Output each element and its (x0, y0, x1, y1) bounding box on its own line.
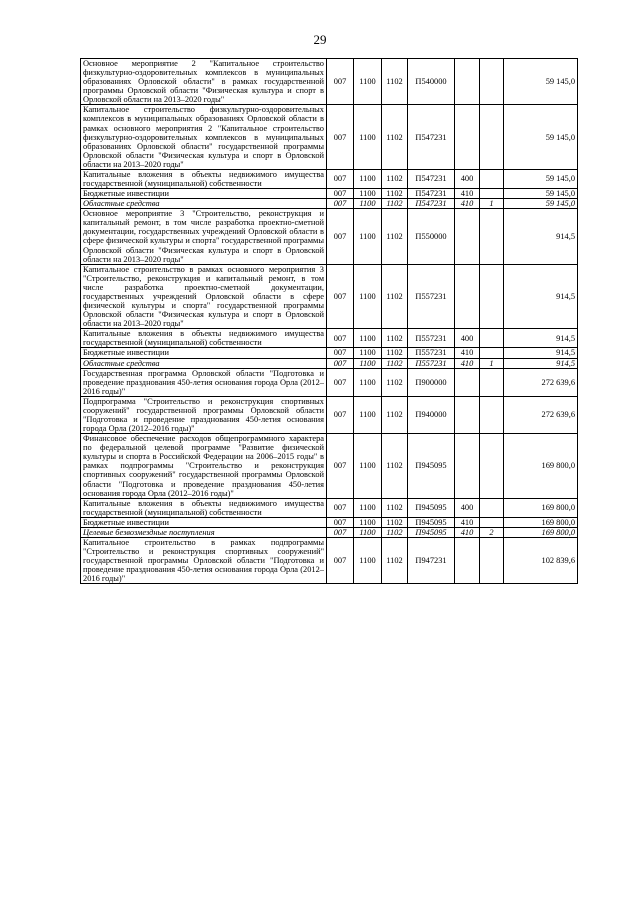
row-amount: 914,5 (504, 209, 578, 264)
row-source-code (480, 189, 504, 199)
row-code-pr: 1102 (382, 199, 408, 209)
row-source-code (480, 169, 504, 188)
row-name-cell: Финансовое обеспечение расходов общепрограммного характера по федеральной целевой программе "Развитие физической культуры и спорта в Российской Федерации на 2006–2015 годы" в рамках подпрограммы "Строительство и реконструкция спортивных сооружений" государственной программы Орловской области "Подготовка и проведение празднования 450-летия основания города Орла (2012–2016 годы)" (81, 434, 327, 499)
row-code-pr: 1102 (382, 209, 408, 264)
row-amount: 102 839,6 (504, 537, 578, 583)
row-code-gr: 007 (327, 498, 354, 517)
table-row (81, 209, 578, 264)
row-source-code: 1 (480, 358, 504, 368)
row-source-code (480, 368, 504, 396)
row-name-cell: Подпрограмма "Строительство и реконструкция спортивных сооружений" государственной программы Орловской области "Подготовка и проведение празднования 450-летия основания города Орла (2012–2016 годы)" (81, 396, 327, 433)
row-code-vr (455, 434, 480, 499)
row-code-csr: П547231 (408, 169, 455, 188)
row-code-rz: 1100 (354, 517, 382, 527)
row-code-vr (455, 264, 480, 329)
row-code-csr: П940000 (408, 396, 455, 433)
row-code-rz: 1100 (354, 105, 382, 170)
table-row (81, 537, 578, 583)
row-code-vr: 400 (455, 498, 480, 517)
row-name-cell: Капитальные вложения в объекты недвижимого имущества государственной (муниципальной) собственности (81, 169, 327, 188)
row-amount: 914,5 (504, 329, 578, 348)
row-name-cell: Бюджетные инвестиции (81, 348, 327, 358)
row-code-gr: 007 (327, 264, 354, 329)
row-code-pr: 1102 (382, 517, 408, 527)
row-code-pr: 1102 (382, 189, 408, 199)
row-code-gr: 007 (327, 434, 354, 499)
row-source-code (480, 396, 504, 433)
row-code-vr (455, 537, 480, 583)
row-source-code (480, 517, 504, 527)
row-code-gr: 007 (327, 368, 354, 396)
row-name-cell: Капитальные вложения в объекты недвижимого имущества государственной (муниципальной) собственности (81, 498, 327, 517)
row-code-pr: 1102 (382, 59, 408, 105)
row-amount: 169 800,0 (504, 434, 578, 499)
row-source-code (480, 105, 504, 170)
row-amount: 59 145,0 (504, 189, 578, 199)
row-code-rz: 1100 (354, 358, 382, 368)
row-code-gr: 007 (327, 517, 354, 527)
row-code-pr: 1102 (382, 498, 408, 517)
row-code-rz: 1100 (354, 209, 382, 264)
row-code-gr: 007 (327, 396, 354, 433)
row-amount: 59 145,0 (504, 199, 578, 209)
row-code-pr: 1102 (382, 105, 408, 170)
table-row (81, 189, 578, 199)
table-row (81, 396, 578, 433)
row-code-csr: П557231 (408, 358, 455, 368)
row-amount: 272 639,6 (504, 368, 578, 396)
row-amount: 169 800,0 (504, 498, 578, 517)
row-code-pr: 1102 (382, 348, 408, 358)
row-source-code: 1 (480, 199, 504, 209)
row-name-cell: Основное мероприятие 2 "Капитальное строительство физкультурно-оздоровительных комплексов в муниципальных образованиях Орловской области" в рамках государственной программы Орловской области "Физическая культура и спорт в Орловской области на 2013–2020 годы" (81, 59, 327, 105)
row-code-rz: 1100 (354, 396, 382, 433)
budget-table (80, 58, 578, 584)
row-code-gr: 007 (327, 59, 354, 105)
row-code-gr: 007 (327, 537, 354, 583)
row-name-cell: Капитальное строительство физкультурно-оздоровительных комплексов в муниципальных образованиях Орловской области в рамках основного мероприятия 2 "Капитальное строительство физкультурно-оздоровительных комплексов в муниципальных образованиях Орловской области" государственной программы Орловской области "Физическая культура и спорт в Орловской области на 2013–2020 годы" (81, 105, 327, 170)
row-code-csr: П945095 (408, 498, 455, 517)
row-code-gr: 007 (327, 348, 354, 358)
row-code-rz: 1100 (354, 189, 382, 199)
row-name-cell: Областные средства (81, 199, 327, 209)
row-amount: 914,5 (504, 264, 578, 329)
row-code-csr: П900000 (408, 368, 455, 396)
table-row (81, 498, 578, 517)
row-code-csr: П540000 (408, 59, 455, 105)
row-code-csr: П547231 (408, 199, 455, 209)
row-code-vr (455, 368, 480, 396)
row-code-vr: 410 (455, 358, 480, 368)
row-code-rz: 1100 (354, 368, 382, 396)
row-code-rz: 1100 (354, 59, 382, 105)
table-row (81, 105, 578, 170)
row-code-vr: 410 (455, 189, 480, 199)
table-row (81, 368, 578, 396)
row-code-vr (455, 105, 480, 170)
row-code-csr: П557231 (408, 329, 455, 348)
row-code-vr (455, 396, 480, 433)
table-row (81, 59, 578, 105)
table-row (81, 517, 578, 527)
row-code-pr: 1102 (382, 396, 408, 433)
row-source-code (480, 434, 504, 499)
page-number: 29 (313, 32, 327, 47)
row-source-code (480, 329, 504, 348)
row-name-cell: Бюджетные инвестиции (81, 189, 327, 199)
row-amount: 272 639,6 (504, 396, 578, 433)
row-code-rz: 1100 (354, 498, 382, 517)
row-code-csr: П945095 (408, 527, 455, 537)
row-amount: 914,5 (504, 358, 578, 368)
row-amount: 59 145,0 (504, 169, 578, 188)
row-name-cell: Областные средства (81, 358, 327, 368)
row-amount: 169 800,0 (504, 517, 578, 527)
row-name-cell: Государственная программа Орловской области "Подготовка и проведение празднования 450-летия основания города Орла (2012–2016 годы)" (81, 368, 327, 396)
row-code-csr: П547231 (408, 105, 455, 170)
row-source-code (480, 348, 504, 358)
row-code-vr: 400 (455, 169, 480, 188)
row-code-csr: П547231 (408, 189, 455, 199)
row-amount: 169 800,0 (504, 527, 578, 537)
row-name-cell: Капитальные вложения в объекты недвижимого имущества государственной (муниципальной) собственности (81, 329, 327, 348)
row-code-vr: 410 (455, 348, 480, 358)
row-name-cell: Бюджетные инвестиции (81, 517, 327, 527)
row-code-rz: 1100 (354, 169, 382, 188)
row-code-rz: 1100 (354, 264, 382, 329)
row-code-gr: 007 (327, 169, 354, 188)
row-code-pr: 1102 (382, 537, 408, 583)
table-row (81, 358, 578, 368)
row-code-gr: 007 (327, 199, 354, 209)
row-code-csr: П945095 (408, 517, 455, 527)
row-code-vr: 410 (455, 199, 480, 209)
row-name-cell: Капитальное строительство в рамках основного мероприятия 3 "Строительство, реконструкция и капитальный ремонт, в том числе разработка проектно-сметной документации, государственных учреждений Орловской области в сфере физической культуры и спорта" государственной программы Орловской области "Физическая культура и спорт в Орловской области на 2013–2020 годы" (81, 264, 327, 329)
table-row (81, 199, 578, 209)
row-code-vr (455, 209, 480, 264)
row-name-cell: Капитальное строительство в рамках подпрограммы "Строительство и реконструкция спортивных сооружений" государственной программы Орловской области "Подготовка и проведение празднования 450-летия основания города Орла (2012–2016 годы)" (81, 537, 327, 583)
row-code-gr: 007 (327, 209, 354, 264)
row-source-code (480, 209, 504, 264)
row-source-code (480, 537, 504, 583)
row-code-csr: П945095 (408, 434, 455, 499)
table-row (81, 527, 578, 537)
table-row (81, 434, 578, 499)
row-code-vr (455, 59, 480, 105)
row-source-code (480, 498, 504, 517)
row-code-pr: 1102 (382, 169, 408, 188)
row-code-pr: 1102 (382, 527, 408, 537)
row-source-code: 2 (480, 527, 504, 537)
row-source-code (480, 264, 504, 329)
row-code-pr: 1102 (382, 264, 408, 329)
row-code-pr: 1102 (382, 368, 408, 396)
row-code-rz: 1100 (354, 527, 382, 537)
row-code-rz: 1100 (354, 329, 382, 348)
row-code-gr: 007 (327, 329, 354, 348)
row-amount: 59 145,0 (504, 105, 578, 170)
row-name-cell: Целевые безвозмездные поступления (81, 527, 327, 537)
row-code-vr: 400 (455, 329, 480, 348)
row-code-csr: П557231 (408, 348, 455, 358)
row-amount: 59 145,0 (504, 59, 578, 105)
row-amount: 914,5 (504, 348, 578, 358)
row-code-pr: 1102 (382, 329, 408, 348)
row-code-pr: 1102 (382, 358, 408, 368)
row-name-cell: Основное мероприятие 3 "Строительство, реконструкция и капитальный ремонт, в том числе разработка проектно-сметной документации, государственных учреждений Орловской области в сфере физической культуры и спорта" государственной программы Орловской области "Физическая культура и спорт в Орловской области на 2013–2020 годы" (81, 209, 327, 264)
row-code-csr: П557231 (408, 264, 455, 329)
table-row (81, 169, 578, 188)
row-code-csr: П947231 (408, 537, 455, 583)
row-code-gr: 007 (327, 105, 354, 170)
row-code-pr: 1102 (382, 434, 408, 499)
table-row (81, 329, 578, 348)
row-code-vr: 410 (455, 527, 480, 537)
row-code-rz: 1100 (354, 537, 382, 583)
row-code-csr: П550000 (408, 209, 455, 264)
row-code-vr: 410 (455, 517, 480, 527)
row-source-code (480, 59, 504, 105)
row-code-rz: 1100 (354, 434, 382, 499)
row-code-gr: 007 (327, 358, 354, 368)
row-code-rz: 1100 (354, 199, 382, 209)
table-row (81, 348, 578, 358)
table-row (81, 264, 578, 329)
row-code-rz: 1100 (354, 348, 382, 358)
row-code-gr: 007 (327, 189, 354, 199)
row-code-gr: 007 (327, 527, 354, 537)
